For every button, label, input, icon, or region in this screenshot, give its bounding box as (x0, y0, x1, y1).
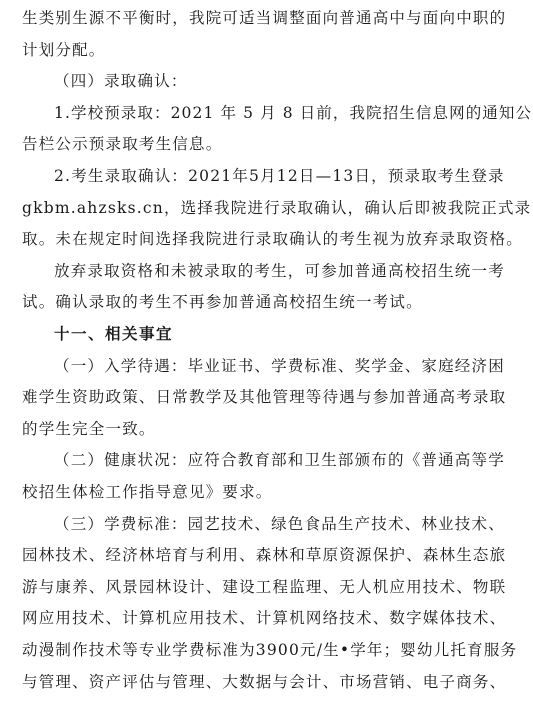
paragraph-line: 放弃录取资格和未被录取的考生，可参加普通高校招生统一考 (54, 261, 505, 280)
section-heading: 十一、相关事宜 (54, 325, 174, 343)
paragraph-line: （二）健康状况：应符合教育部和卫生部颁布的《普通高等学 (54, 451, 505, 470)
paragraph-line: 2.考生录取确认：2021年5月12日—13日，预录取考生登录 (54, 167, 505, 185)
section-subheading: （四）录取确认： (54, 72, 188, 91)
paragraph-line: 与管理、资产评估与管理、大数据与会计、市场营销、电子商务、 (22, 672, 507, 691)
paragraph-line: （三）学费标准：园艺技术、绿色食品生产技术、林业技术、 (54, 514, 505, 533)
paragraph-line: 园林技术、经济林培育与利用、森林和草原资源保护、森林生态旅 (22, 546, 507, 565)
paragraph-line: 的学生完全一致。 (22, 419, 156, 438)
paragraph-line: 游与康养、风景园林设计、建设工程监理、无人机应用技术、物联 (22, 577, 507, 596)
paragraph-line: 取。未在规定时间选择我院进行录取确认的考生视为放弃录取资格。 (22, 230, 524, 249)
paragraph-line: （一）入学待遇：毕业证书、学费标准、奖学金、家庭经济困 (54, 356, 505, 375)
paragraph-line: 校招生体检工作指导意见》要求。 (22, 483, 273, 501)
paragraph-line: 生类别生源不平衡时，我院可适当调整面向普通高中与面向中职的 (22, 9, 507, 27)
paragraph-line: gkbm.ahzsks.cn，选择我院进行录取确认，确认后即被我院正式录 (22, 198, 532, 217)
paragraph-line: 难学生资助政策、日常教学及其他管理等待遇与参加普通高考录取 (22, 388, 507, 407)
paragraph-line: 网应用技术、计算机应用技术、计算机网络技术、数字媒体技术、 (22, 609, 507, 628)
paragraph-line: 动漫制作技术等专业学费标准为3900元/生•学年；婴幼儿托育服务 (22, 641, 518, 659)
paragraph-line: 1.学校预录取：2021 年 5 月 8 日前，我院招生信息网的通知公 (54, 103, 533, 122)
paragraph-line: 试。确认录取的考生不再参加普通高校招生统一考试。 (22, 293, 423, 312)
paragraph-line: 计划分配。 (22, 40, 106, 59)
paragraph-line: 告栏公示预录取考生信息。 (22, 135, 223, 154)
